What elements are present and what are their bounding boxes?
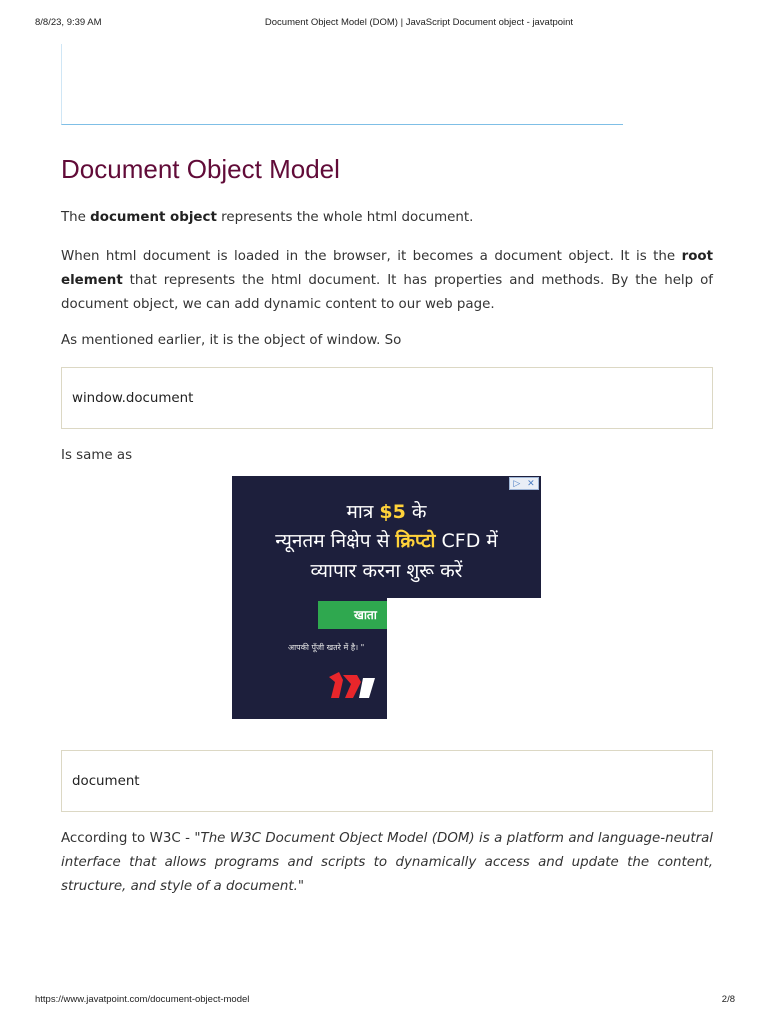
paragraph-root-element bbox=[61, 245, 713, 317]
ad-choices-icon[interactable] bbox=[509, 477, 539, 490]
print-page-number: 2/8 bbox=[721, 994, 735, 1005]
ad-disclaimer: आपकी पूँजी खतरे में है। " bbox=[288, 643, 365, 652]
ad-line-2 bbox=[232, 527, 541, 553]
print-url: https://www.javatpoint.com/document-object-model bbox=[35, 994, 250, 1005]
ad-info-icon: ▷ bbox=[513, 478, 521, 489]
p2-bold-term: root element bbox=[61, 249, 713, 288]
print-datetime: 8/8/23, 9:39 AM bbox=[35, 17, 102, 28]
ad-line-1-b: के bbox=[405, 501, 427, 523]
paragraph-document-object bbox=[61, 206, 713, 230]
p5-text-before: According to W3C - " bbox=[61, 831, 201, 846]
ad-line-2-b: CFD में bbox=[435, 530, 498, 552]
ad-line-1 bbox=[232, 498, 541, 524]
p1-text-after: represents the whole html document. bbox=[216, 210, 474, 225]
ad-line-1-highlight: $5 bbox=[379, 501, 406, 523]
ad-blank-overlay bbox=[387, 598, 547, 723]
p1-bold-term: document object bbox=[90, 210, 217, 225]
w3c-quote: The W3C Document Object Model (DOM) is a platform and language-neutral interface that allows programs and scripts to dynamically access and update the content, structure, and style of a document. bbox=[61, 831, 713, 894]
ad-open-account-button[interactable]: खाता bbox=[318, 601, 458, 629]
paragraph-is-same-as: Is same as bbox=[61, 448, 133, 463]
close-icon: ✕ bbox=[527, 478, 535, 489]
print-page-title: Document Object Model (DOM) | JavaScript Document object - javatpoint bbox=[264, 17, 574, 28]
p2-text-after: that represents the html document. It has properties and methods. By the help of document object, we can add dynamic content to our web page. bbox=[61, 273, 713, 312]
p2-text-before: When html document is loaded in the browser, it becomes a document object. It is the bbox=[61, 249, 682, 264]
ad-line-2-highlight: क्रिप्टो bbox=[395, 530, 436, 552]
paragraph-object-of-window: As mentioned earlier, it is the object of window. So bbox=[61, 333, 402, 348]
ad-line-2-a: न्यूनतम निक्षेप से bbox=[275, 530, 396, 552]
paragraph-w3c-definition bbox=[61, 827, 713, 899]
code-block-document bbox=[61, 750, 713, 812]
code-block-window-document bbox=[61, 367, 713, 429]
broker-logo-icon bbox=[329, 672, 375, 698]
ad-line-1-a: मात्र bbox=[346, 501, 380, 523]
p1-text-before: The bbox=[61, 210, 91, 225]
ad-line-3: व्यापार करना शुरू करें bbox=[310, 560, 463, 582]
code-text: document bbox=[72, 773, 140, 789]
page-title: Document Object Model bbox=[61, 154, 340, 184]
ad-frame-top bbox=[61, 44, 623, 125]
p5-text-after: " bbox=[297, 879, 305, 894]
code-text: window.document bbox=[72, 390, 194, 406]
